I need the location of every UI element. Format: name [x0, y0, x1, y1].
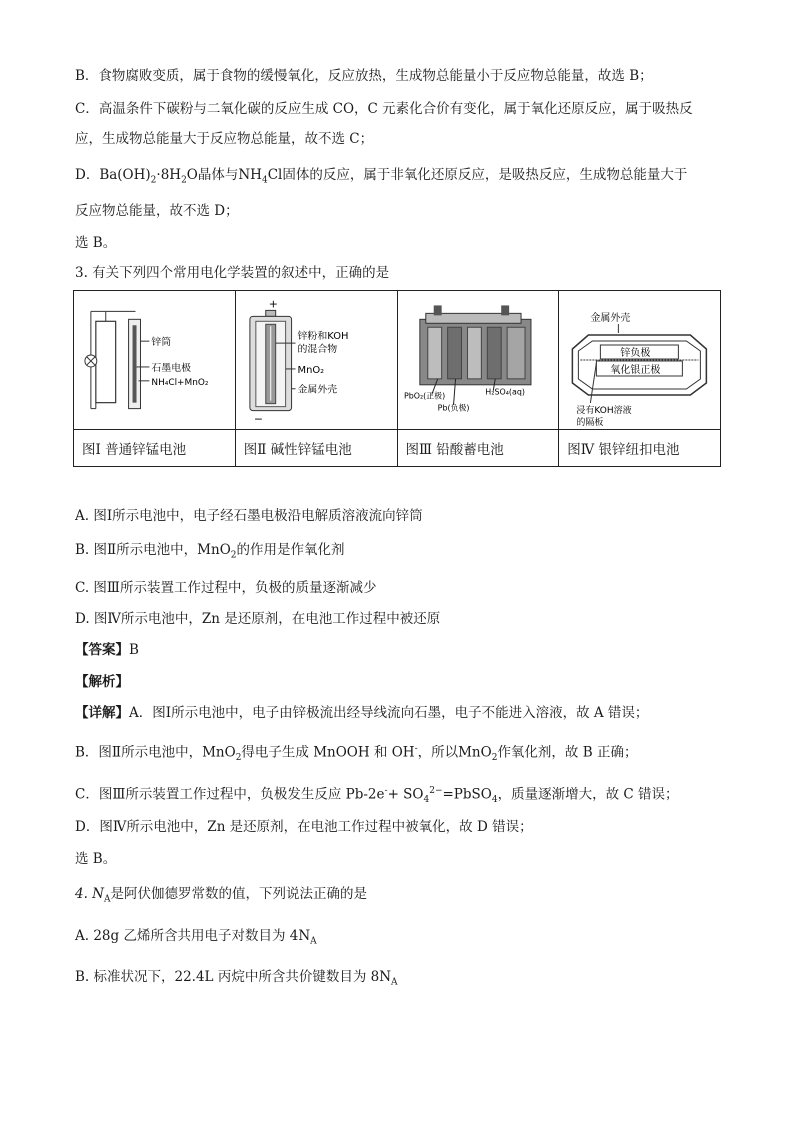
- fig3-pb-label: Pb(负极): [437, 403, 470, 413]
- fig2-zinc-label-2: 的混合物: [297, 344, 337, 356]
- option-a: A. 图Ⅰ所示电池中，电子经石墨电极沿电解质溶液流向锌筒: [75, 508, 423, 524]
- analysis-conclusion: 选 B。: [75, 235, 117, 251]
- figure-4-cell: [559, 291, 721, 430]
- analysis-line-b: B．食物腐败变质，属于食物的缓慢氧化，反应放热，生成物总能量小于反应物总能量，故选 B；: [75, 68, 653, 84]
- fig2-mno2-label: MnO₂: [297, 364, 324, 376]
- fig3-h2so4-label: H₂SO₄(aq): [484, 387, 525, 397]
- fig4-shell-label: 金属外壳: [590, 313, 631, 324]
- option-d: D. 图Ⅳ所示电池中，Zn 是还原剂，在电池工作过程中被还原: [75, 611, 441, 627]
- detail-a: 【详解】A．图Ⅰ所示电池中，电子由锌极流出经导线流向石墨，电子不能进入溶液，故 A 错误；: [75, 705, 649, 721]
- fig4-positive-label: 氧化银正极: [610, 365, 661, 376]
- option-c: C. 图Ⅲ所示装置工作过程中，负极的质量逐渐减少: [75, 580, 377, 596]
- silver-zinc-button-cell-diagram: [559, 291, 720, 429]
- lead-acid-battery-diagram: [398, 291, 559, 429]
- fig2-minus-label: −: [253, 412, 263, 426]
- figure-1-caption: 图Ⅰ 普通锌锰电池: [74, 430, 236, 467]
- fig4-negative-label: 锌负极: [620, 348, 651, 359]
- fig4-separator-label-2: 的隔板: [576, 418, 604, 428]
- fig4-separator-label: 浸有KOH溶液: [576, 406, 632, 416]
- detail-c: C．图Ⅲ所示装置工作过程中，负极发生反应 $Pb-2e^-+ SO_4^{2-}=PbSO_4$，质量逐渐增大，故 C 错误；: [75, 786, 679, 806]
- answer-line: [75, 640, 139, 660]
- question-4-option-b: B. 标准状况下，22.4L 丙烷中所含共价键数目为 $8N_A$: [75, 969, 398, 988]
- battery-figure-table: [73, 290, 721, 467]
- fig3-pbo2-label: PbO₂(正极): [403, 391, 445, 401]
- figure-3-cell: [397, 291, 559, 430]
- figure-1-cell: [74, 291, 236, 430]
- figure-2-caption: 图Ⅱ 碱性锌锰电池: [235, 430, 397, 467]
- figure-2-cell: [235, 291, 397, 430]
- answer-label: 【答案】: [75, 642, 129, 658]
- analysis-heading: 【解析】: [75, 674, 129, 690]
- detail-b: B．图Ⅱ所示电池中，MnO$_2$得电子生成 MnOOH 和 OH-，所以MnO$_2$作氧化剂，故 B 正确；: [75, 744, 638, 764]
- analysis-line-d-cont: 反应物总能量，故不选 D；: [75, 203, 239, 219]
- analysis-line-c: C．高温条件下碳粉与二氧化碳的反应生成 CO，C 元素化合价有变化，属于氧化还原反应，属于吸热反: [75, 101, 693, 117]
- analysis-line-c-cont: 应，生成物总能量大于反应物总能量，故不选 C；: [75, 131, 374, 147]
- question-3-stem: 3. 有关下列四个常用电化学装置的叙述中，正确的是: [75, 265, 390, 281]
- detail-d: D．图Ⅳ所示电池中，Zn 是还原剂，在电池工作过程中被氧化，故 D 错误；: [75, 819, 533, 835]
- fig1-zinc-label: 锌筒: [151, 337, 172, 349]
- question-4-option-a: A. 28g 乙烯所含共用电子对数目为 $4N_A$: [75, 928, 317, 947]
- fig2-zinc-label: 锌粉和KOH: [297, 331, 349, 343]
- fig2-shell-label: 金属外壳: [297, 384, 337, 396]
- fig1-paste-label: NH₄Cl+MnO₂: [151, 377, 209, 388]
- figure-3-caption: 图Ⅲ 铅酸蓄电池: [397, 430, 559, 467]
- zinc-manganese-cell-diagram: [74, 291, 235, 429]
- option-b: B. 图Ⅱ所示电池中，MnO$_2$的作用是作氧化剂: [75, 542, 345, 561]
- alkaline-cell-diagram: [236, 291, 397, 429]
- figure-4-caption: 图Ⅳ 银锌纽扣电池: [559, 430, 721, 467]
- analysis-line-d: D．$Ba(OH)_2\cdot 8H_2O$晶体与$NH_4Cl$固体的反应，属于非氧化还原反应，是吸热反应，生成物总能量大于: [75, 167, 688, 186]
- answer-value: B: [129, 642, 139, 658]
- fig1-graphite-label: 石墨电极: [151, 362, 192, 374]
- question-4-stem: 4. $N_A$是阿伏伽德罗常数的值，下列说法正确的是: [75, 886, 367, 905]
- fig2-plus-label: +: [268, 297, 278, 311]
- detail-conclusion: 选 B。: [75, 851, 117, 867]
